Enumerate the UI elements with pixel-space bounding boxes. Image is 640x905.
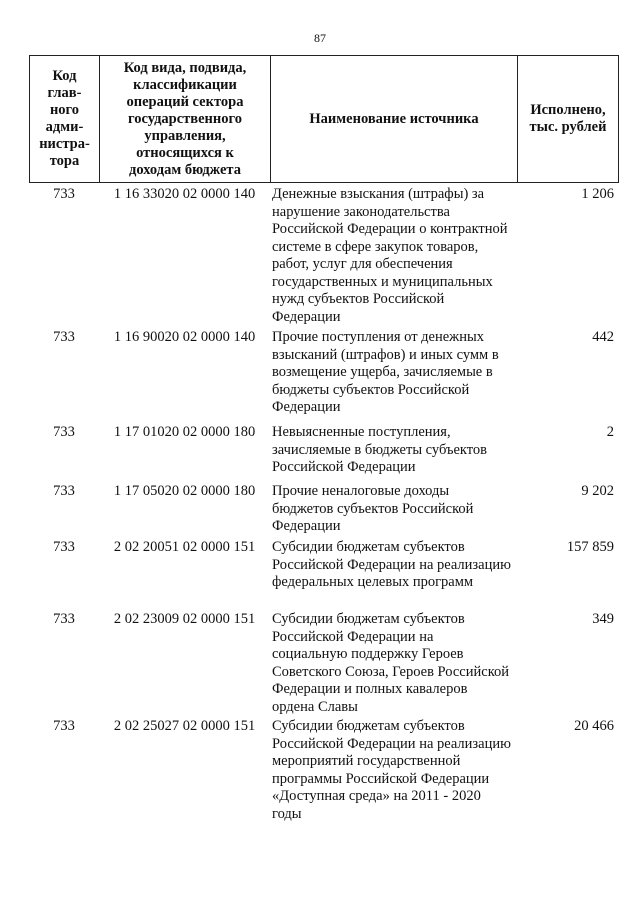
header-source-name: Наименование источника [271,56,518,182]
amount-cell: 349 [592,611,614,627]
amount-cell: 1 206 [581,186,614,202]
classification-code-cell: 2 02 20051 02 0000 151 [113,539,256,555]
source-name-cell: Прочие неналоговые доходы бюджетов субъектов Российской Федерации [272,483,474,534]
source-name-cell: Субсидии бюджетам субъектов Российской Федерации на реализацию федеральных целевых программ [272,539,511,590]
revenue-table [29,55,619,822]
amount-cell: 442 [592,329,614,345]
header-admin-code: Код глав- ного адми- нистра- тора [30,56,100,182]
source-name-cell: Невыясненные поступления, зачисляемые в бюджеты субъектов Российской Федерации [272,424,488,475]
header-classification-code: Код вида, подвида, классификации операций сектора государственного управления, относящихся к доходам бюджета [100,56,271,182]
admin-code-cell: 733 [53,718,75,734]
source-name-cell: Субсидии бюджетам субъектов Российской Федерации на социальную поддержку Героев Советского Союза, Героев Российской Федерации и полных кавалеров ордена Славы [272,611,510,715]
classification-code-cell: 1 17 01020 02 0000 180 [113,424,256,440]
admin-code-cell: 733 [53,483,75,499]
table-header [29,55,619,183]
admin-code-cell: 733 [53,611,75,627]
header-executed: Исполнено, тыс. рублей [529,102,607,135]
page-number: 87 [314,31,326,45]
amount-cell: 2 [606,424,614,440]
classification-code-cell: 2 02 25027 02 0000 151 [113,718,256,734]
source-name-cell: Денежные взыскания (штрафы) за нарушение законодательства Российской Федерации о контрактной системе в сфере закупок товаров, работ, услуг для обеспечения государственных и муниципальных нужд субъектов Российской Федерации [272,186,508,325]
amount-cell: 9 202 [581,483,614,499]
source-name-cell: Субсидии бюджетам субъектов Российской Федерации на реализацию мероприятий государственной программы Российской Федерации «Доступная среда» на 2011 - 2020 годы [272,718,511,822]
admin-code-cell: 733 [53,186,75,202]
admin-code-cell: 733 [53,424,75,440]
amount-cell: 157 859 [566,539,614,555]
admin-code-cell: 733 [53,539,75,555]
admin-code-cell: 733 [53,329,75,345]
amount-cell: 20 466 [574,718,614,734]
classification-code-cell: 1 17 05020 02 0000 180 [113,483,256,499]
classification-code-cell: 2 02 23009 02 0000 151 [113,611,256,627]
classification-code-cell: 1 16 90020 02 0000 140 [113,329,256,345]
classification-code-cell: 1 16 33020 02 0000 140 [113,186,256,202]
source-name-cell: Прочие поступления от денежных взысканий (штрафов) и иных сумм в возмещение ущерба, зачисляемые в бюджеты субъектов Российской Федерации [272,329,499,415]
